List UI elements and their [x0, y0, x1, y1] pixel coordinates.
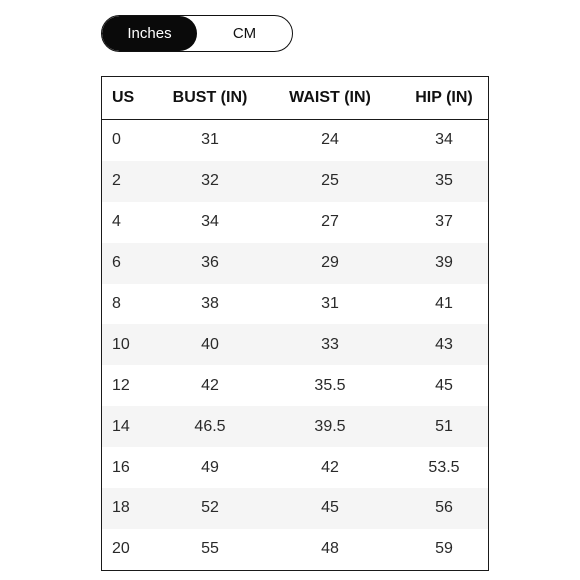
- bust-cell: 52: [158, 488, 262, 529]
- bust-cell: 36: [158, 243, 262, 284]
- hip-cell: 34: [435, 131, 453, 149]
- table-row: [102, 447, 489, 488]
- table-row: [102, 488, 489, 529]
- us-size-cell: 20: [112, 540, 130, 558]
- table-row: [102, 120, 489, 161]
- waist-cell: 24: [321, 131, 339, 149]
- us-size-cell: 18: [102, 488, 158, 529]
- waist-cell: 35.5: [314, 376, 346, 394]
- bust-cell: 32: [158, 161, 262, 202]
- waist-cell: 39.5: [262, 406, 398, 447]
- waist-cell: 31: [321, 295, 339, 312]
- us-size-cell: 4: [112, 213, 121, 231]
- size-chart: [101, 76, 489, 571]
- bust-cell: 31: [201, 131, 219, 149]
- table-row: [102, 284, 489, 325]
- column-header-hip: HIP (IN): [398, 77, 489, 120]
- bust-cell: 49: [201, 458, 219, 476]
- hip-cell: 51: [398, 406, 489, 447]
- us-size-cell: 14: [102, 406, 158, 447]
- bust-cell: 46.5: [158, 406, 262, 447]
- us-size-cell: 0: [112, 131, 121, 149]
- column-header-waist: WAIST (IN): [262, 77, 398, 120]
- bust-cell: 55: [201, 540, 219, 558]
- us-size-cell: 16: [112, 458, 130, 476]
- bust-cell: 34: [201, 213, 219, 231]
- table-row: [102, 406, 489, 447]
- table-row: [102, 365, 489, 406]
- waist-cell: 42: [321, 458, 339, 476]
- waist-cell: 29: [262, 243, 398, 284]
- table-row: [102, 161, 489, 202]
- us-size-cell: 10: [102, 324, 158, 365]
- us-size-cell: 8: [112, 295, 121, 312]
- column-header-us: US: [102, 77, 158, 120]
- us-size-cell: 2: [102, 161, 158, 202]
- waist-cell: 33: [262, 324, 398, 365]
- us-size-cell: 6: [102, 243, 158, 284]
- unit-option-cm[interactable]: CM: [232, 25, 257, 42]
- us-size-cell: 12: [112, 376, 130, 394]
- hip-cell: 59: [435, 540, 453, 558]
- table-header-row: [102, 77, 489, 120]
- table-row: [102, 202, 489, 243]
- hip-cell: 56: [398, 488, 489, 529]
- bust-cell: 40: [158, 324, 262, 365]
- size-table: [102, 77, 489, 570]
- hip-cell: 41: [435, 295, 453, 312]
- table-row: [102, 324, 489, 365]
- waist-cell: 25: [262, 161, 398, 202]
- table-row: [102, 243, 489, 284]
- hip-cell: 39: [398, 243, 489, 284]
- column-header-bust: BUST (IN): [158, 77, 262, 120]
- bust-cell: 38: [201, 295, 219, 312]
- hip-cell: 37: [435, 213, 453, 231]
- waist-cell: 27: [321, 213, 339, 231]
- hip-cell: 53.5: [428, 458, 460, 476]
- table-row: [102, 529, 489, 570]
- hip-cell: 35: [398, 161, 489, 202]
- unit-option-inches[interactable]: Inches: [102, 16, 197, 51]
- bust-cell: 42: [201, 376, 219, 394]
- waist-cell: 45: [262, 488, 398, 529]
- waist-cell: 48: [321, 540, 339, 558]
- hip-cell: 43: [398, 324, 489, 365]
- hip-cell: 45: [435, 376, 453, 394]
- unit-toggle: [101, 15, 293, 52]
